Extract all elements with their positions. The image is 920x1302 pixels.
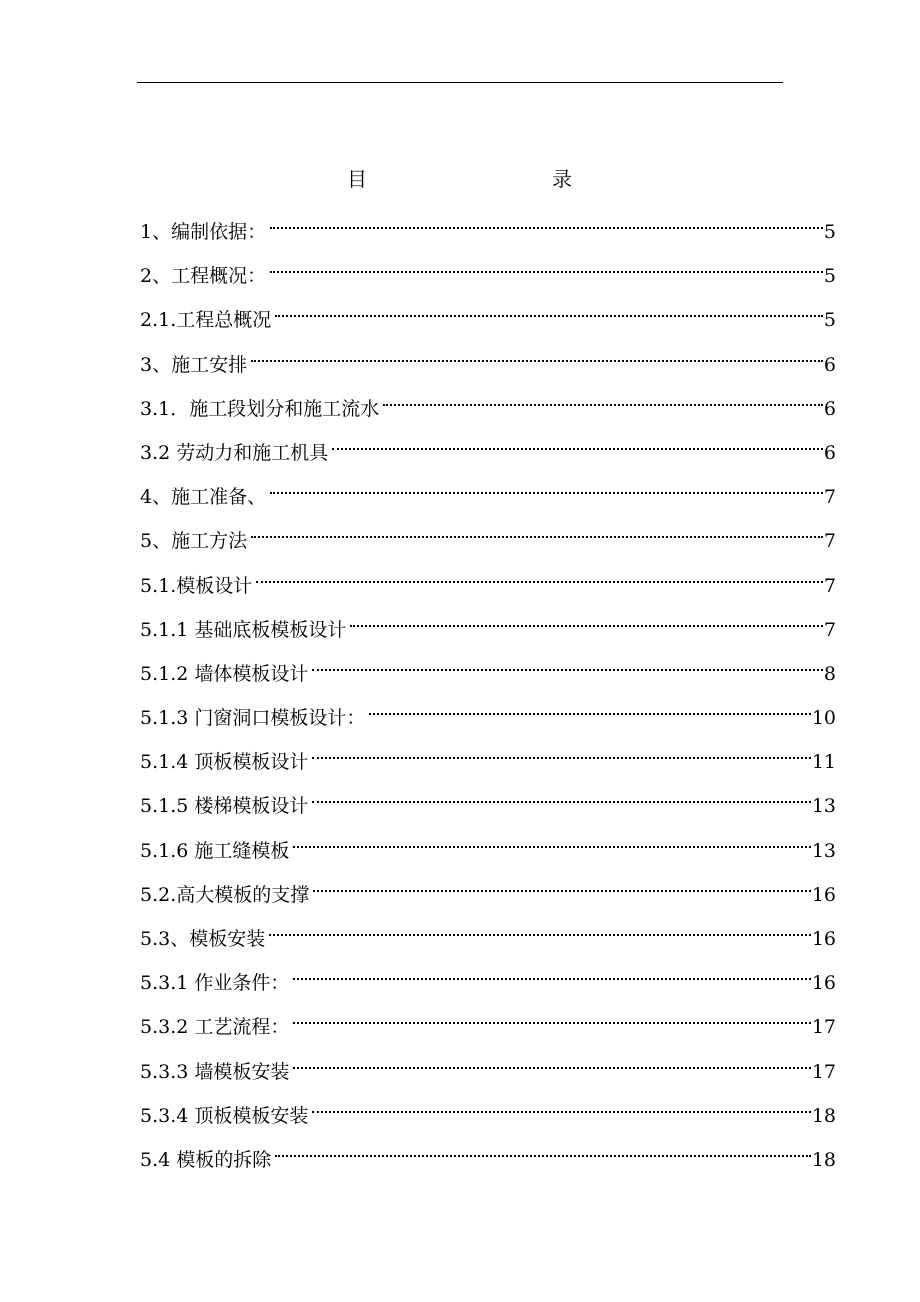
- toc-leader-dots: [293, 957, 810, 989]
- toc-entry[interactable]: [140, 250, 836, 294]
- toc-leader-dots: [332, 427, 823, 459]
- toc-leader-dots: [383, 383, 823, 415]
- header-rule: [137, 82, 783, 83]
- toc-entry-label: 5.4 模板的拆除: [140, 1148, 272, 1171]
- toc-entry-page: 10: [811, 707, 836, 730]
- toc-entry[interactable]: [140, 1001, 836, 1045]
- toc-entry-page: 11: [811, 751, 836, 774]
- toc-entry-page: 7: [823, 618, 836, 641]
- toc-entry-page: 13: [811, 795, 836, 818]
- toc-entry-label: 5.3.3 墙模板安装: [140, 1060, 290, 1083]
- toc-entry[interactable]: [140, 1134, 836, 1178]
- toc-entry[interactable]: [140, 206, 836, 250]
- table-of-contents: [140, 206, 836, 1178]
- toc-entry-page: 6: [823, 397, 836, 420]
- toc-entry-page: 5: [823, 221, 836, 243]
- toc-entry-page: 17: [811, 1060, 836, 1083]
- toc-entry[interactable]: [140, 957, 836, 1001]
- toc-entry-label: 5.2.高大模板的支撑: [140, 883, 310, 906]
- toc-leader-dots: [270, 250, 823, 282]
- toc-leader-dots: [312, 780, 810, 812]
- toc-entry-page: 18: [811, 1148, 836, 1171]
- toc-entry-page: 7: [823, 486, 836, 509]
- toc-leader-dots: [270, 471, 823, 503]
- toc-entry-label: 5.1.6 施工缝模板: [140, 839, 290, 862]
- toc-entry[interactable]: [140, 825, 836, 869]
- toc-entry[interactable]: [140, 294, 836, 338]
- toc-entry[interactable]: [140, 560, 836, 604]
- toc-entry-page: 8: [823, 662, 836, 685]
- toc-entry[interactable]: [140, 692, 836, 736]
- toc-entry-page: 7: [823, 574, 836, 597]
- toc-entry-label: 3.2 劳动力和施工机具: [140, 441, 329, 464]
- toc-entry-label: 5、施工方法: [140, 530, 248, 553]
- toc-title: [0, 164, 920, 194]
- toc-entry-label: 5.3.4 顶板模板安装: [140, 1104, 309, 1127]
- toc-leader-dots: [312, 1090, 810, 1122]
- toc-leader-dots: [269, 913, 811, 945]
- toc-leader-dots: [293, 825, 810, 857]
- toc-entry-label: 5.3、模板安装: [140, 928, 266, 950]
- toc-entry-page: 17: [811, 1016, 836, 1039]
- toc-entry[interactable]: [140, 1090, 836, 1134]
- toc-entry-page: 16: [811, 883, 836, 906]
- toc-leader-dots: [312, 648, 823, 680]
- toc-leader-dots: [293, 1001, 810, 1033]
- toc-entry[interactable]: [140, 471, 836, 515]
- toc-entry-page: 16: [811, 972, 836, 995]
- toc-entry-page: 6: [823, 441, 836, 464]
- toc-leader-dots: [350, 604, 823, 636]
- toc-entry[interactable]: [140, 383, 836, 427]
- toc-entry-page: 18: [811, 1104, 836, 1127]
- toc-leader-dots: [275, 1134, 811, 1166]
- toc-entry-label: 3、施工安排: [140, 353, 248, 376]
- toc-leader-dots: [369, 692, 810, 724]
- toc-entry-label: 5.1.2 墙体模板设计: [140, 662, 309, 685]
- toc-leader-dots: [251, 339, 823, 371]
- toc-title-char-2: 录: [552, 167, 572, 191]
- toc-leader-dots: [275, 294, 823, 326]
- toc-entry-label: 5.1.模板设计: [140, 574, 253, 597]
- toc-entry[interactable]: [140, 427, 836, 471]
- toc-entry-page: 5: [823, 309, 836, 332]
- toc-leader-dots: [312, 736, 810, 768]
- toc-entry[interactable]: [140, 780, 836, 824]
- toc-entry-label: 1、编制依据：: [140, 221, 267, 243]
- toc-entry[interactable]: [140, 339, 836, 383]
- toc-entry-page: 13: [811, 839, 836, 862]
- toc-entry-label: 4、施工准备、: [140, 486, 267, 509]
- toc-leader-dots: [251, 515, 823, 547]
- toc-entry[interactable]: [140, 736, 836, 780]
- toc-leader-dots: [256, 560, 823, 592]
- toc-entry[interactable]: [140, 1046, 836, 1090]
- toc-entry-label: 5.1.3 门窗洞口模板设计：: [140, 707, 366, 730]
- toc-entry-label: 2.1.工程总概况: [140, 309, 272, 332]
- toc-entry-label: 5.3.1 作业条件：: [140, 972, 290, 995]
- toc-entry-page: 16: [811, 928, 836, 950]
- toc-entry[interactable]: [140, 648, 836, 692]
- toc-entry-label: 5.1.4 顶板模板设计: [140, 751, 309, 774]
- toc-leader-dots: [313, 869, 811, 901]
- toc-entry[interactable]: [140, 869, 836, 913]
- toc-leader-dots: [293, 1046, 810, 1078]
- toc-entry-page: 7: [823, 530, 836, 553]
- toc-entry-label: 3.1．施工段划分和施工流水: [140, 397, 380, 420]
- toc-entry-label: 5.3.2 工艺流程：: [140, 1016, 290, 1039]
- toc-entry-label: 2、工程概况：: [140, 265, 267, 288]
- toc-entry-label: 5.1.5 楼梯模板设计: [140, 795, 309, 818]
- toc-entry-page: 5: [823, 265, 836, 288]
- toc-entry-label: 5.1.1 基础底板模板设计: [140, 618, 347, 641]
- toc-entry[interactable]: [140, 515, 836, 559]
- toc-leader-dots: [270, 206, 823, 238]
- toc-entry[interactable]: [140, 913, 836, 957]
- toc-entry[interactable]: [140, 604, 836, 648]
- toc-entry-page: 6: [823, 353, 836, 376]
- toc-title-char-1: 目: [347, 167, 367, 191]
